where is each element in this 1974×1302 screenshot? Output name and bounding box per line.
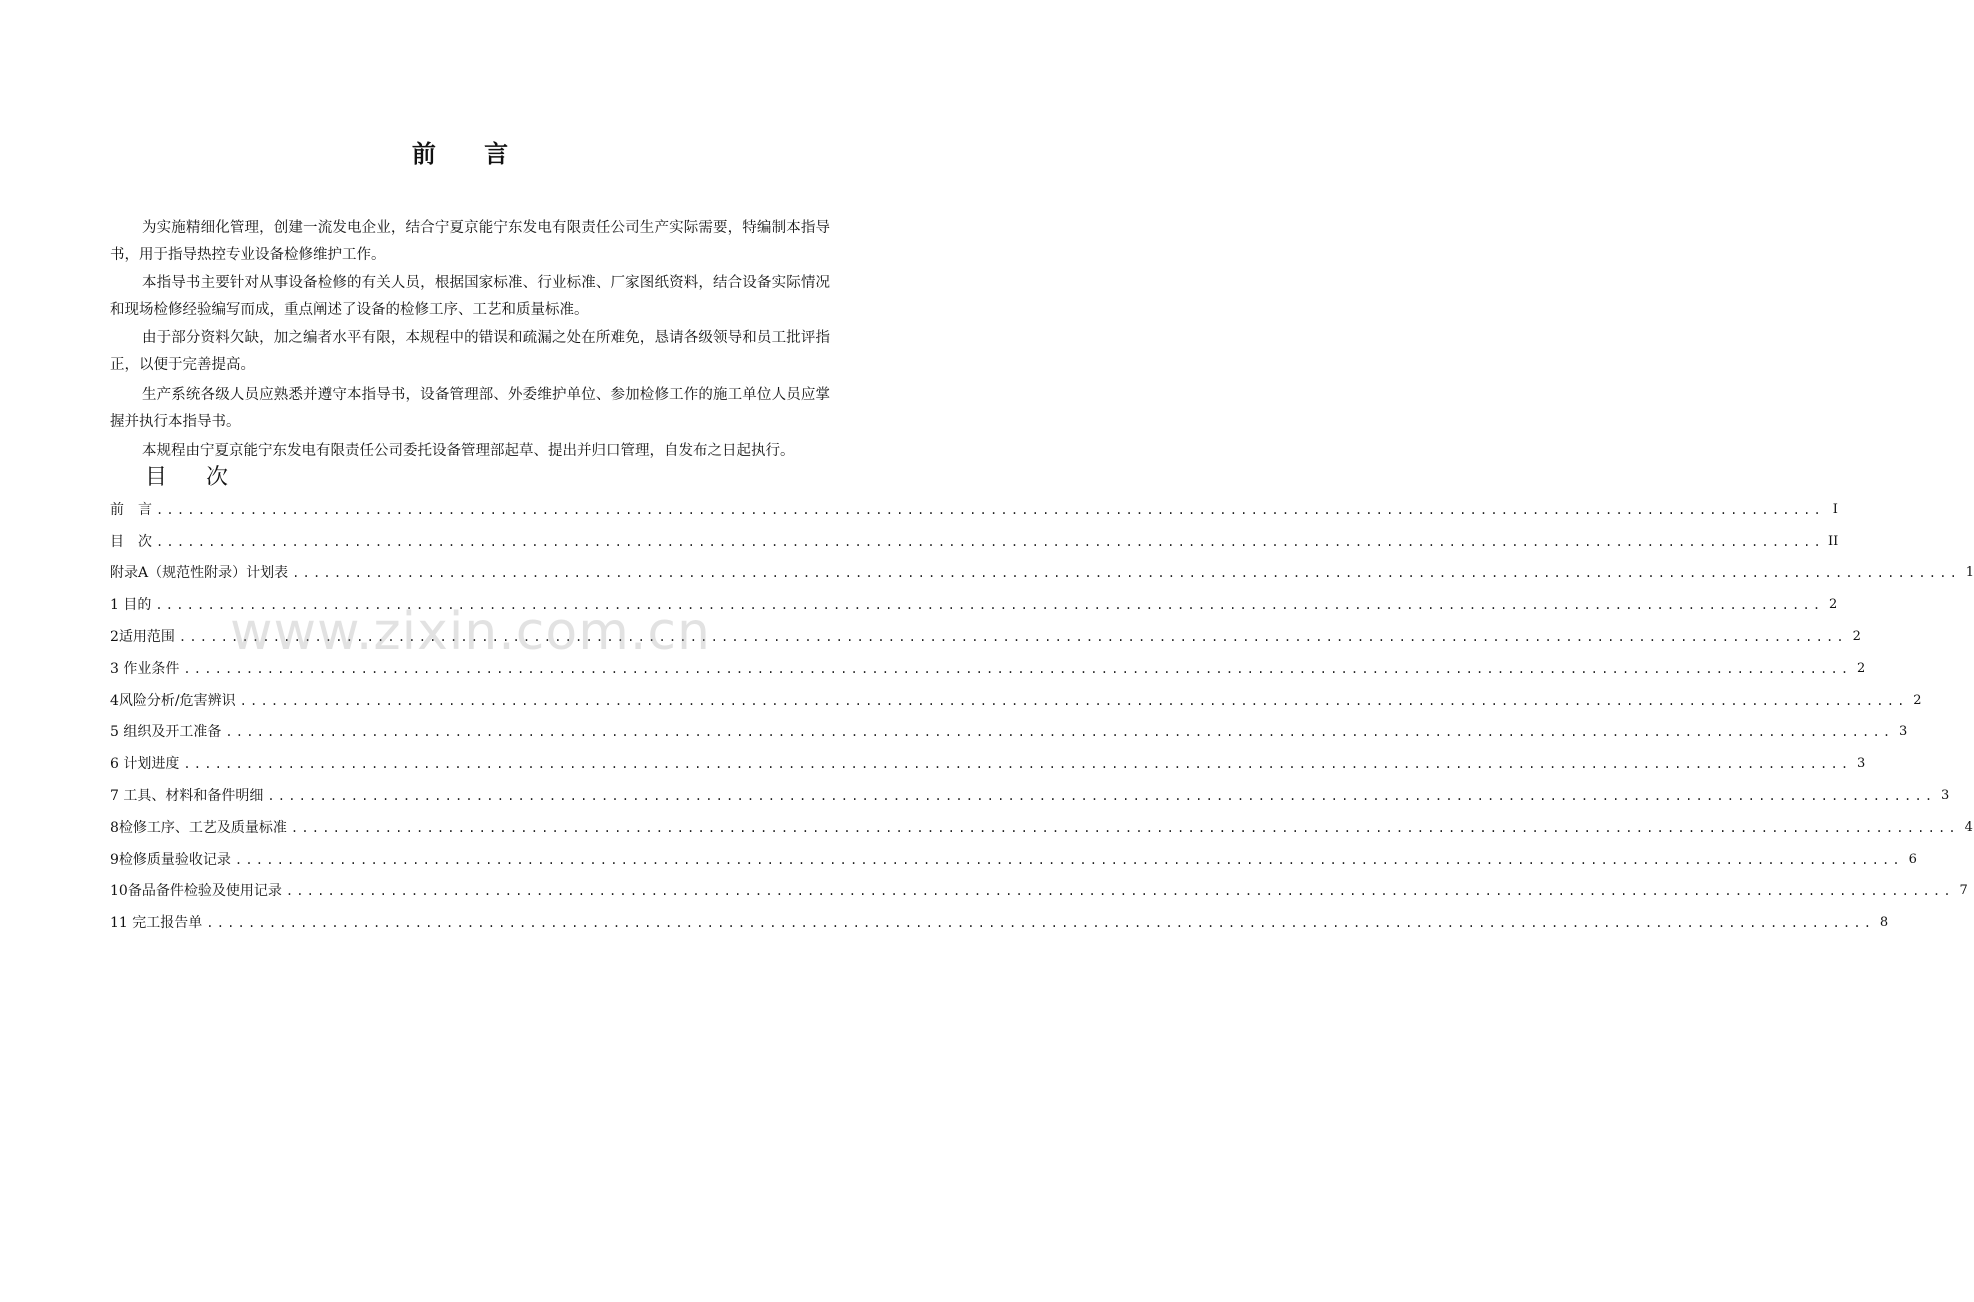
toc-entry-label: 附录A（规范性附录）计划表 (110, 565, 289, 582)
toc-entry-page: II (1827, 533, 1839, 549)
toc-entry-page: 2 (1829, 597, 1838, 613)
toc-entry-label: 6 计划进度 (110, 756, 180, 773)
toc-entry-page: 3 (1899, 724, 1908, 740)
toc-entry-label: 10备品备件检验及使用记录 (110, 883, 282, 900)
toc-entry-page: 8 (1879, 915, 1889, 931)
preface-paragraph: 本规程由宁夏京能宁东发电有限责任公司委托设备管理部起草、提出并归口管理，自发布之日起执行。 (142, 443, 795, 459)
toc-entry-page: I (1832, 501, 1838, 517)
toc-entry-page: 4 (1964, 819, 1973, 835)
toc-dot-leader: ................................................................................................................................................................ (292, 566, 1961, 581)
toc-entry-label: 1 目的 (110, 597, 152, 614)
toc-dot-leader: ................................................................................................................................................................ (234, 852, 1903, 867)
preface-paragraph: 本指导书主要针对从事设备检修的有关人员，根据国家标准、行业标准、厂家图纸资料，结合设备实际情况和现场检修经验编写而成，重点阐述了设备的检修工序、工艺和质量标准。 (110, 275, 830, 318)
toc-entry-label: 11 完工报告单 (110, 915, 203, 932)
toc-dot-leader: ................................................................................................................................................................ (155, 598, 1824, 613)
toc-entry-label: 5 组织及开工准备 (110, 724, 222, 741)
toc-entry-label: 7 工具、材料和备件明细 (110, 787, 264, 804)
toc-entry-page: 3 (1857, 756, 1866, 772)
toc-dot-leader: ................................................................................................................................................................ (290, 820, 1959, 835)
preface-title: 前 言 (411, 139, 529, 168)
toc-entry[interactable] (110, 711, 1908, 743)
toc-dot-leader: ................................................................................................................................................................ (183, 757, 1852, 772)
toc-dot-leader: ................................................................................................................................................................ (178, 629, 1847, 644)
toc-dot-leader: ................................................................................................................................................................ (267, 788, 1936, 803)
watermark: www.zixin.com.cn (230, 602, 711, 662)
toc-dot-leader: ................................................................................................................................................................ (183, 661, 1852, 676)
toc-dot-leader: ................................................................................................................................................................ (206, 916, 1875, 931)
toc-entry[interactable] (110, 647, 1866, 679)
toc-dot-leader: ................................................................................................................................................................ (285, 884, 1954, 899)
toc-entry-page: 2 (1857, 660, 1866, 676)
toc-entry-page: 2 (1913, 692, 1922, 708)
toc-entry[interactable] (110, 679, 1922, 711)
table-of-contents (110, 488, 1974, 933)
toc-entry[interactable] (110, 870, 1968, 902)
toc-entry[interactable] (110, 552, 1974, 584)
preface-paragraph: 为实施精细化管理，创建一流发电企业，结合宁夏京能宁东发电有限责任公司生产实际需要，特编制本指导书，用于指导热控专业设备检修维护工作。 (110, 220, 830, 263)
toc-entry[interactable] (110, 488, 1838, 520)
toc-entry-label: 前 言 (110, 501, 152, 518)
toc-dot-leader: ................................................................................................................................................................ (225, 725, 1894, 740)
toc-entry-label: 9检修质量验收记录 (110, 851, 231, 868)
toc-title: 目 次 (145, 465, 244, 490)
preface-paragraph: 由于部分资料欠缺，加之编者水平有限，本规程中的错误和疏漏之处在所难免，恳请各级领导和员工批评指正，以便于完善提高。 (110, 330, 830, 373)
toc-entry-page: 6 (1908, 851, 1917, 867)
toc-entry[interactable] (110, 806, 1973, 838)
toc-entry-label: 8检修工序、工艺及质量标准 (110, 819, 287, 836)
toc-entry-page: 3 (1941, 787, 1950, 803)
toc-entry-label: 2适用范围 (110, 628, 175, 645)
toc-entry-page: 7 (1959, 883, 1968, 899)
toc-entry[interactable] (110, 520, 1839, 552)
preface-paragraph: 生产系统各级人员应熟悉并遵守本指导书，设备管理部、外委维护单位、参加检修工作的施工单位人员应掌握并执行本指导书。 (110, 387, 830, 430)
toc-entry-label: 目 次 (110, 533, 152, 550)
toc-dot-leader: ................................................................................................................................................................ (156, 502, 1824, 517)
toc-entry-label: 3 作业条件 (110, 660, 180, 677)
toc-entry-page: 1 (1965, 565, 1974, 581)
toc-entry[interactable] (110, 615, 1861, 647)
toc-dot-leader: ................................................................................................................................................................ (156, 534, 1824, 549)
toc-entry[interactable] (110, 838, 1917, 870)
toc-entry-page: 2 (1852, 628, 1861, 644)
toc-entry[interactable] (110, 774, 1950, 806)
toc-dot-leader: ................................................................................................................................................................ (239, 693, 1908, 708)
toc-entry[interactable] (110, 742, 1866, 774)
toc-entry[interactable] (110, 583, 1838, 615)
toc-entry[interactable] (110, 901, 1889, 933)
toc-entry-label: 4风险分析/危害辨识 (110, 692, 236, 709)
